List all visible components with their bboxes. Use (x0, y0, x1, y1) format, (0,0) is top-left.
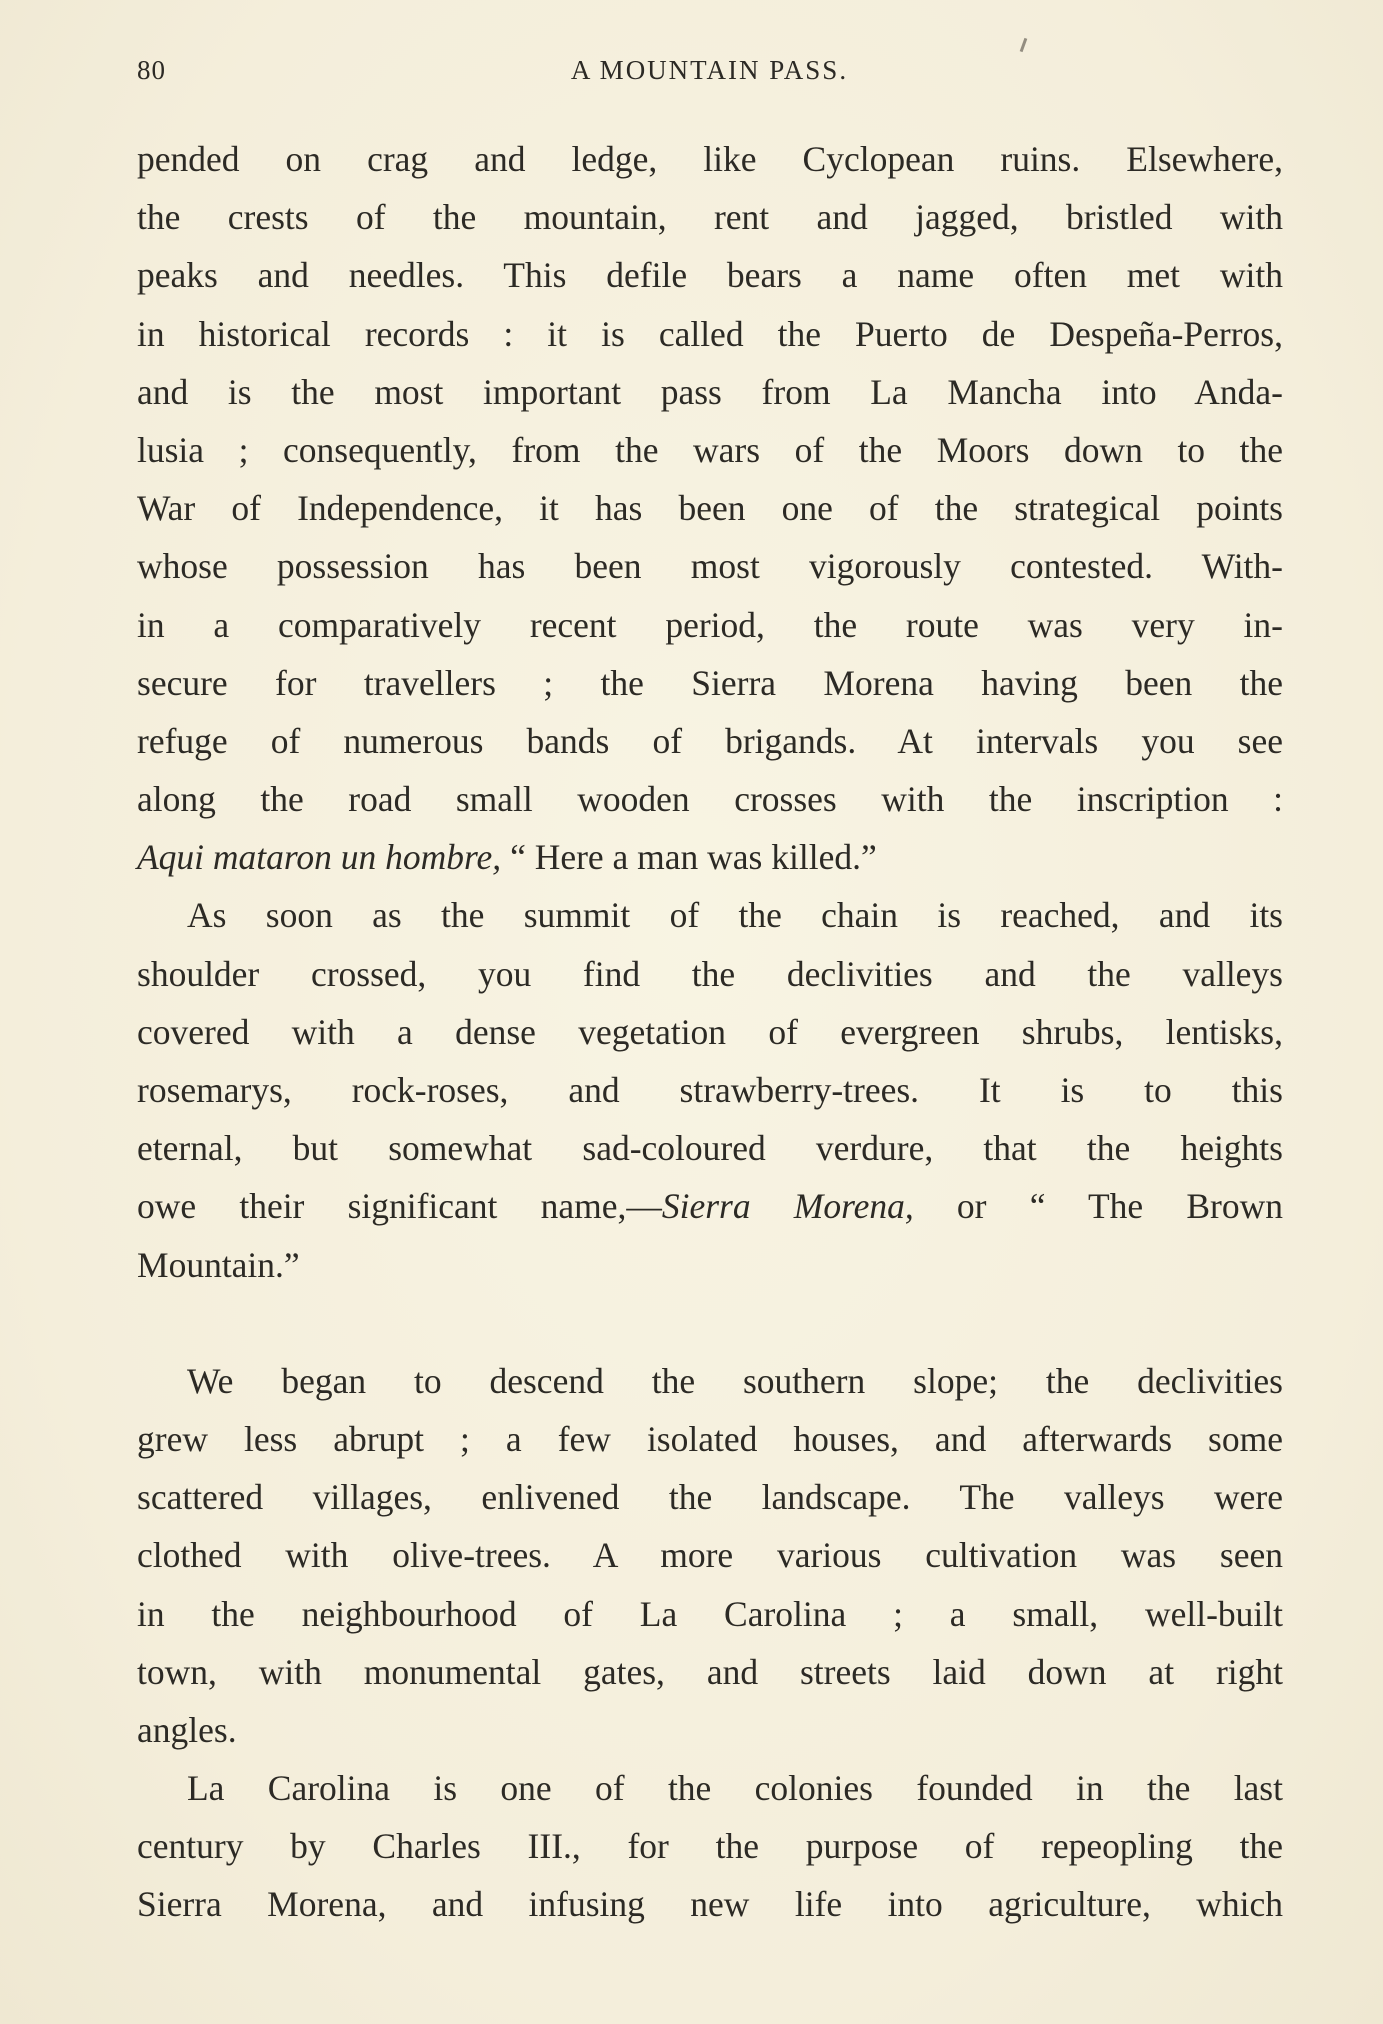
italic-phrase: Sierra Morena, (661, 1186, 914, 1227)
text-line: shoulder crossed, you find the declivities and the valleys (137, 953, 1283, 994)
running-head: A MOUNTAIN PASS. (570, 55, 849, 85)
text-line: clothed with olive-trees. A more various cultivation was seen (137, 1535, 1283, 1576)
text-line: War of Independence, it has been one of the strategical points (137, 488, 1283, 529)
text-span: or “ The Brown (913, 1186, 1283, 1227)
section-break (137, 1294, 1283, 1352)
text-line: eternal, but somewhat sad-coloured verdure, that the heights (137, 1128, 1283, 1169)
text-line: whose possession has been most vigorously contested. With- (137, 546, 1283, 587)
text-line (137, 828, 1283, 886)
text-line: along the road small wooden crosses with the inscription : (137, 779, 1283, 820)
text-line: angles. (137, 1709, 237, 1750)
text-line: La Carolina is one of the colonies founded in the last (187, 1768, 1283, 1809)
text-line: peaks and needles. This defile bears a name often met with (137, 255, 1283, 296)
text-line: covered with a dense vegetation of evergreen shrubs, lentisks, (137, 1011, 1283, 1052)
text-line: As soon as the summit of the chain is reached, and its (187, 895, 1283, 936)
stray-ink-mark (1020, 38, 1028, 52)
text-line: We began to descend the southern slope; the declivities (187, 1360, 1283, 1401)
text-line: in historical records : it is called the Puerto de Despeña-Perros, (137, 313, 1283, 354)
text-line: town, with monumental gates, and streets laid down at right (137, 1651, 1283, 1692)
text-line: secure for travellers ; the Sierra Morena having been the (137, 662, 1283, 703)
text-line: in a comparatively recent period, the route was very in- (137, 604, 1283, 645)
text-line: refuge of numerous bands of brigands. At intervals you see (137, 720, 1283, 761)
page-number: 80 (137, 55, 166, 85)
text-line: Sierra Morena, and infusing new life into agriculture, which (137, 1884, 1283, 1925)
text-line: Mountain.” (137, 1244, 300, 1285)
text-line: century by Charles III., for the purpose of repeopling the (137, 1826, 1283, 1867)
text-span: owe their significant name,— (137, 1186, 662, 1227)
body-text (137, 130, 1283, 1934)
text-line (137, 1177, 1283, 1235)
text-line: the crests of the mountain, rent and jagged, bristled with (137, 197, 1283, 238)
text-line: and is the most important pass from La Mancha into Anda- (137, 371, 1283, 412)
text-line: pended on crag and ledge, like Cyclopean ruins. Elsewhere, (137, 139, 1283, 179)
text-line: scattered villages, enlivened the landscape. The valleys were (137, 1477, 1283, 1518)
text-line: rosemarys, rock-roses, and strawberry-trees. It is to this (137, 1070, 1283, 1110)
italic-phrase: Aqui mataron un hombre, (137, 837, 502, 878)
text-span: “ Here a man was killed.” (501, 837, 877, 878)
text-line: lusia ; consequently, from the wars of the Moors down to the (137, 429, 1283, 470)
page-header (137, 55, 1282, 95)
text-line: grew less abrupt ; a few isolated houses, and afterwards some (137, 1418, 1283, 1459)
text-line: in the neighbourhood of La Carolina ; a small, well-built (137, 1593, 1283, 1634)
